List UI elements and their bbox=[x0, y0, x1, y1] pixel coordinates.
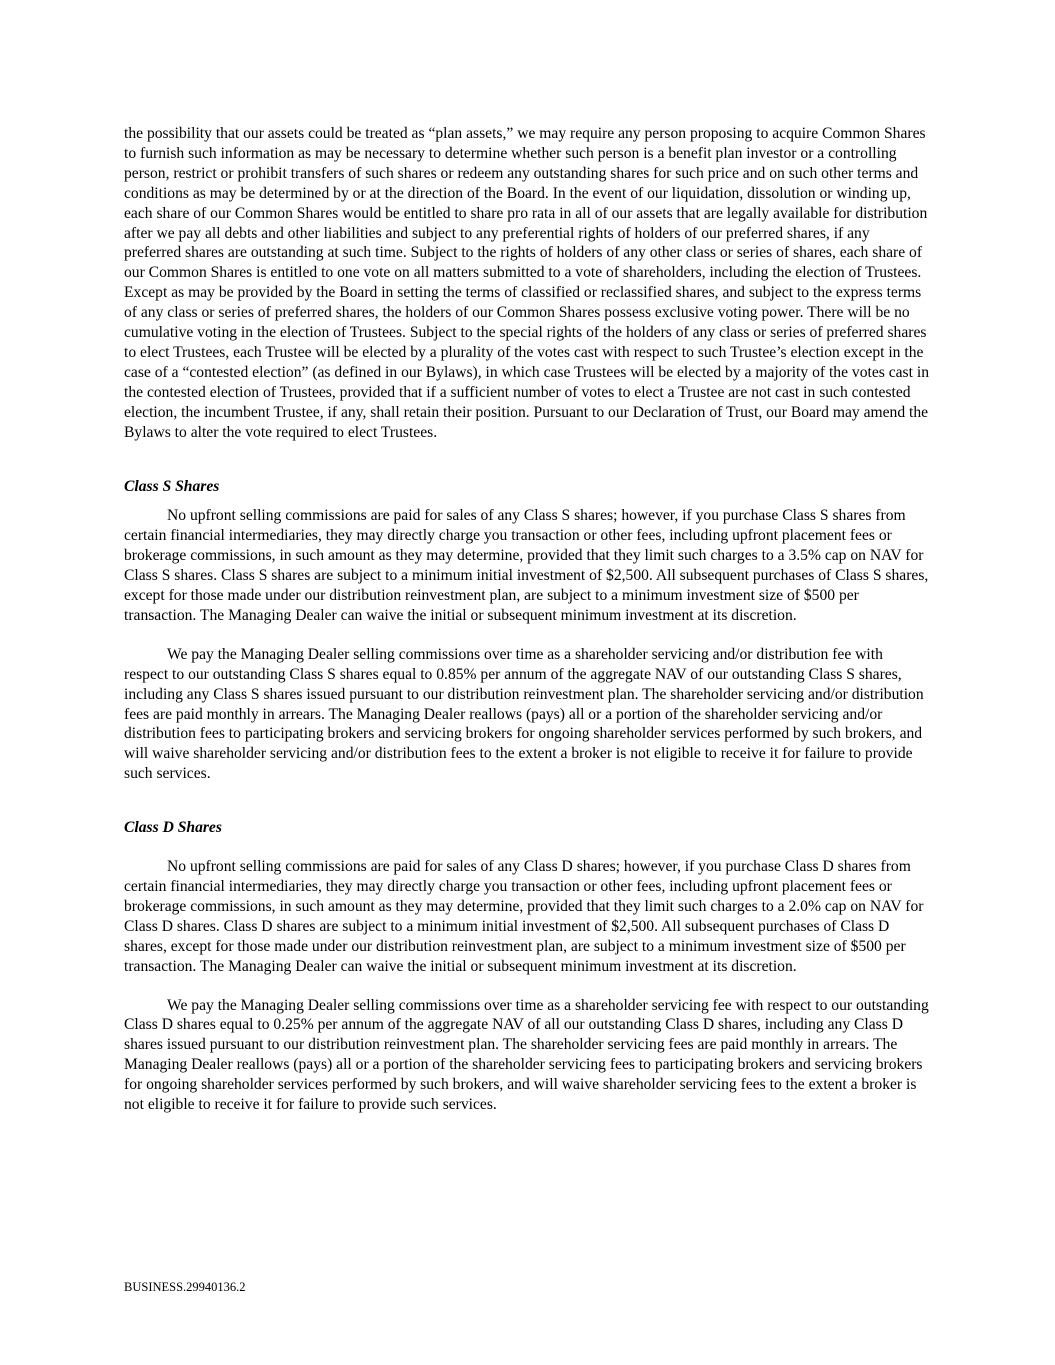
intro-paragraph: the possibility that our assets could be treated as “plan assets,” we may require any person proposing to acquire Common Shares to furnish such information as may be necessary to determine whether such person is a benefit plan investor or a controlling person, restrict or prohibit transfers of such shares or redeem any outstanding shares for such price and on such other terms and conditions as may be determined by or at the direction of the Board. In the event of our liquidation, dissolution or winding up, each share of our Common Shares would be entitled to share pro rata in all of our assets that are legally available for distribution after we pay all debts and other liabilities and subject to any preferential rights of holders of our preferred shares, if any preferred shares are outstanding at such time. Subject to the rights of holders of any other class or series of shares, each share of our Common Shares is entitled to one vote on all matters submitted to a vote of shareholders, including the election of Trustees. Except as may be provided by the Board in setting the terms of classified or reclassified shares, and subject to the express terms of any class or series of preferred shares, the holders of our Common Shares possess exclusive voting power. There will be no cumulative voting in the election of Trustees. Subject to the special rights of the holders of any class or series of preferred shares to elect Trustees, each Trustee will be elected by a plurality of the votes cast with respect to such Trustee’s election except in the case of a “contested election” (as defined in our Bylaws), in which case Trustees will be elected by a majority of the votes cast in the contested election of Trustees, provided that if a sufficient number of votes to elect a Trustee are not cast in such contested election, the incumbent Trustee, if any, shall retain their position. Pursuant to our Declaration of Trust, our Board may amend the Bylaws to alter the vote required to elect Trustees. bbox=[124, 125, 929, 441]
class-s-paragraph-2: We pay the Managing Dealer selling commissions over time as a shareholder servicing and/or distribution fee with respect to our outstanding Class S shares equal to 0.85% per annum of the aggregate NAV of our outstanding Class S shares, including any Class S shares issued pursuant to our distribution reinvestment plan. The shareholder servicing and/or distribution fees are paid monthly in arrears. The Managing Dealer reallows (pays) all or a portion of the shareholder servicing and/or distribution fees to participating brokers and servicing brokers for ongoing shareholder services performed by such brokers, and will waive shareholder servicing and/or distribution fees to the extent a broker is not eligible to receive it for failure to provide such services. bbox=[124, 645, 924, 783]
document-page bbox=[124, 124, 930, 1115]
class-d-paragraph-1: No upfront selling commissions are paid for sales of any Class D shares; however, if you purchase Class D shares from certain financial intermediaries, they may directly charge you transaction or other fees, including upfront placement fees or brokerage commissions, in such amount as they may determine, provided that they limit such charges to a 2.0% cap on NAV for Class D shares. Class D shares are subject to a minimum initial investment of $2,500. All subsequent purchases of Class D shares, except for those made under our distribution reinvestment plan, are subject to a minimum investment size of $500 per transaction. The Managing Dealer can waive the initial or subsequent minimum investment at its discretion. bbox=[124, 858, 924, 975]
class-d-heading: Class D Shares bbox=[124, 819, 222, 837]
class-d-paragraph-2: We pay the Managing Dealer selling commissions over time as a shareholder servicing fee with respect to our outstanding Class D shares equal to 0.25% per annum of the aggregate NAV of all our outstanding Class D shares, including any Class D shares issued pursuant to our distribution reinvestment plan. The shareholder servicing fees are paid monthly in arrears. The Managing Dealer reallows (pays) all or a portion of the shareholder servicing fees to participating brokers and servicing brokers for ongoing shareholder services performed by such brokers, and will waive shareholder servicing fees to the extent a broker is not eligible to receive it for failure to provide such services. bbox=[124, 996, 929, 1114]
class-s-paragraph-1: No upfront selling commissions are paid for sales of any Class S shares; however, if you purchase Class S shares from certain financial intermediaries, they may directly charge you transaction or other fees, including upfront placement fees or brokerage commissions, in such amount as they may determine, provided that they limit such charges to a 3.5% cap on NAV for Class S shares. Class S shares are subject to a minimum initial investment of $2,500. All subsequent purchases of Class S shares, except for those made under our distribution reinvestment plan, are subject to a minimum investment size of $500 per transaction. The Managing Dealer can waive the initial or subsequent minimum investment at its discretion. bbox=[124, 507, 929, 624]
class-s-heading: Class S Shares bbox=[124, 477, 220, 495]
footer-doc-id: BUSINESS.29940136.2 bbox=[124, 1280, 246, 1294]
